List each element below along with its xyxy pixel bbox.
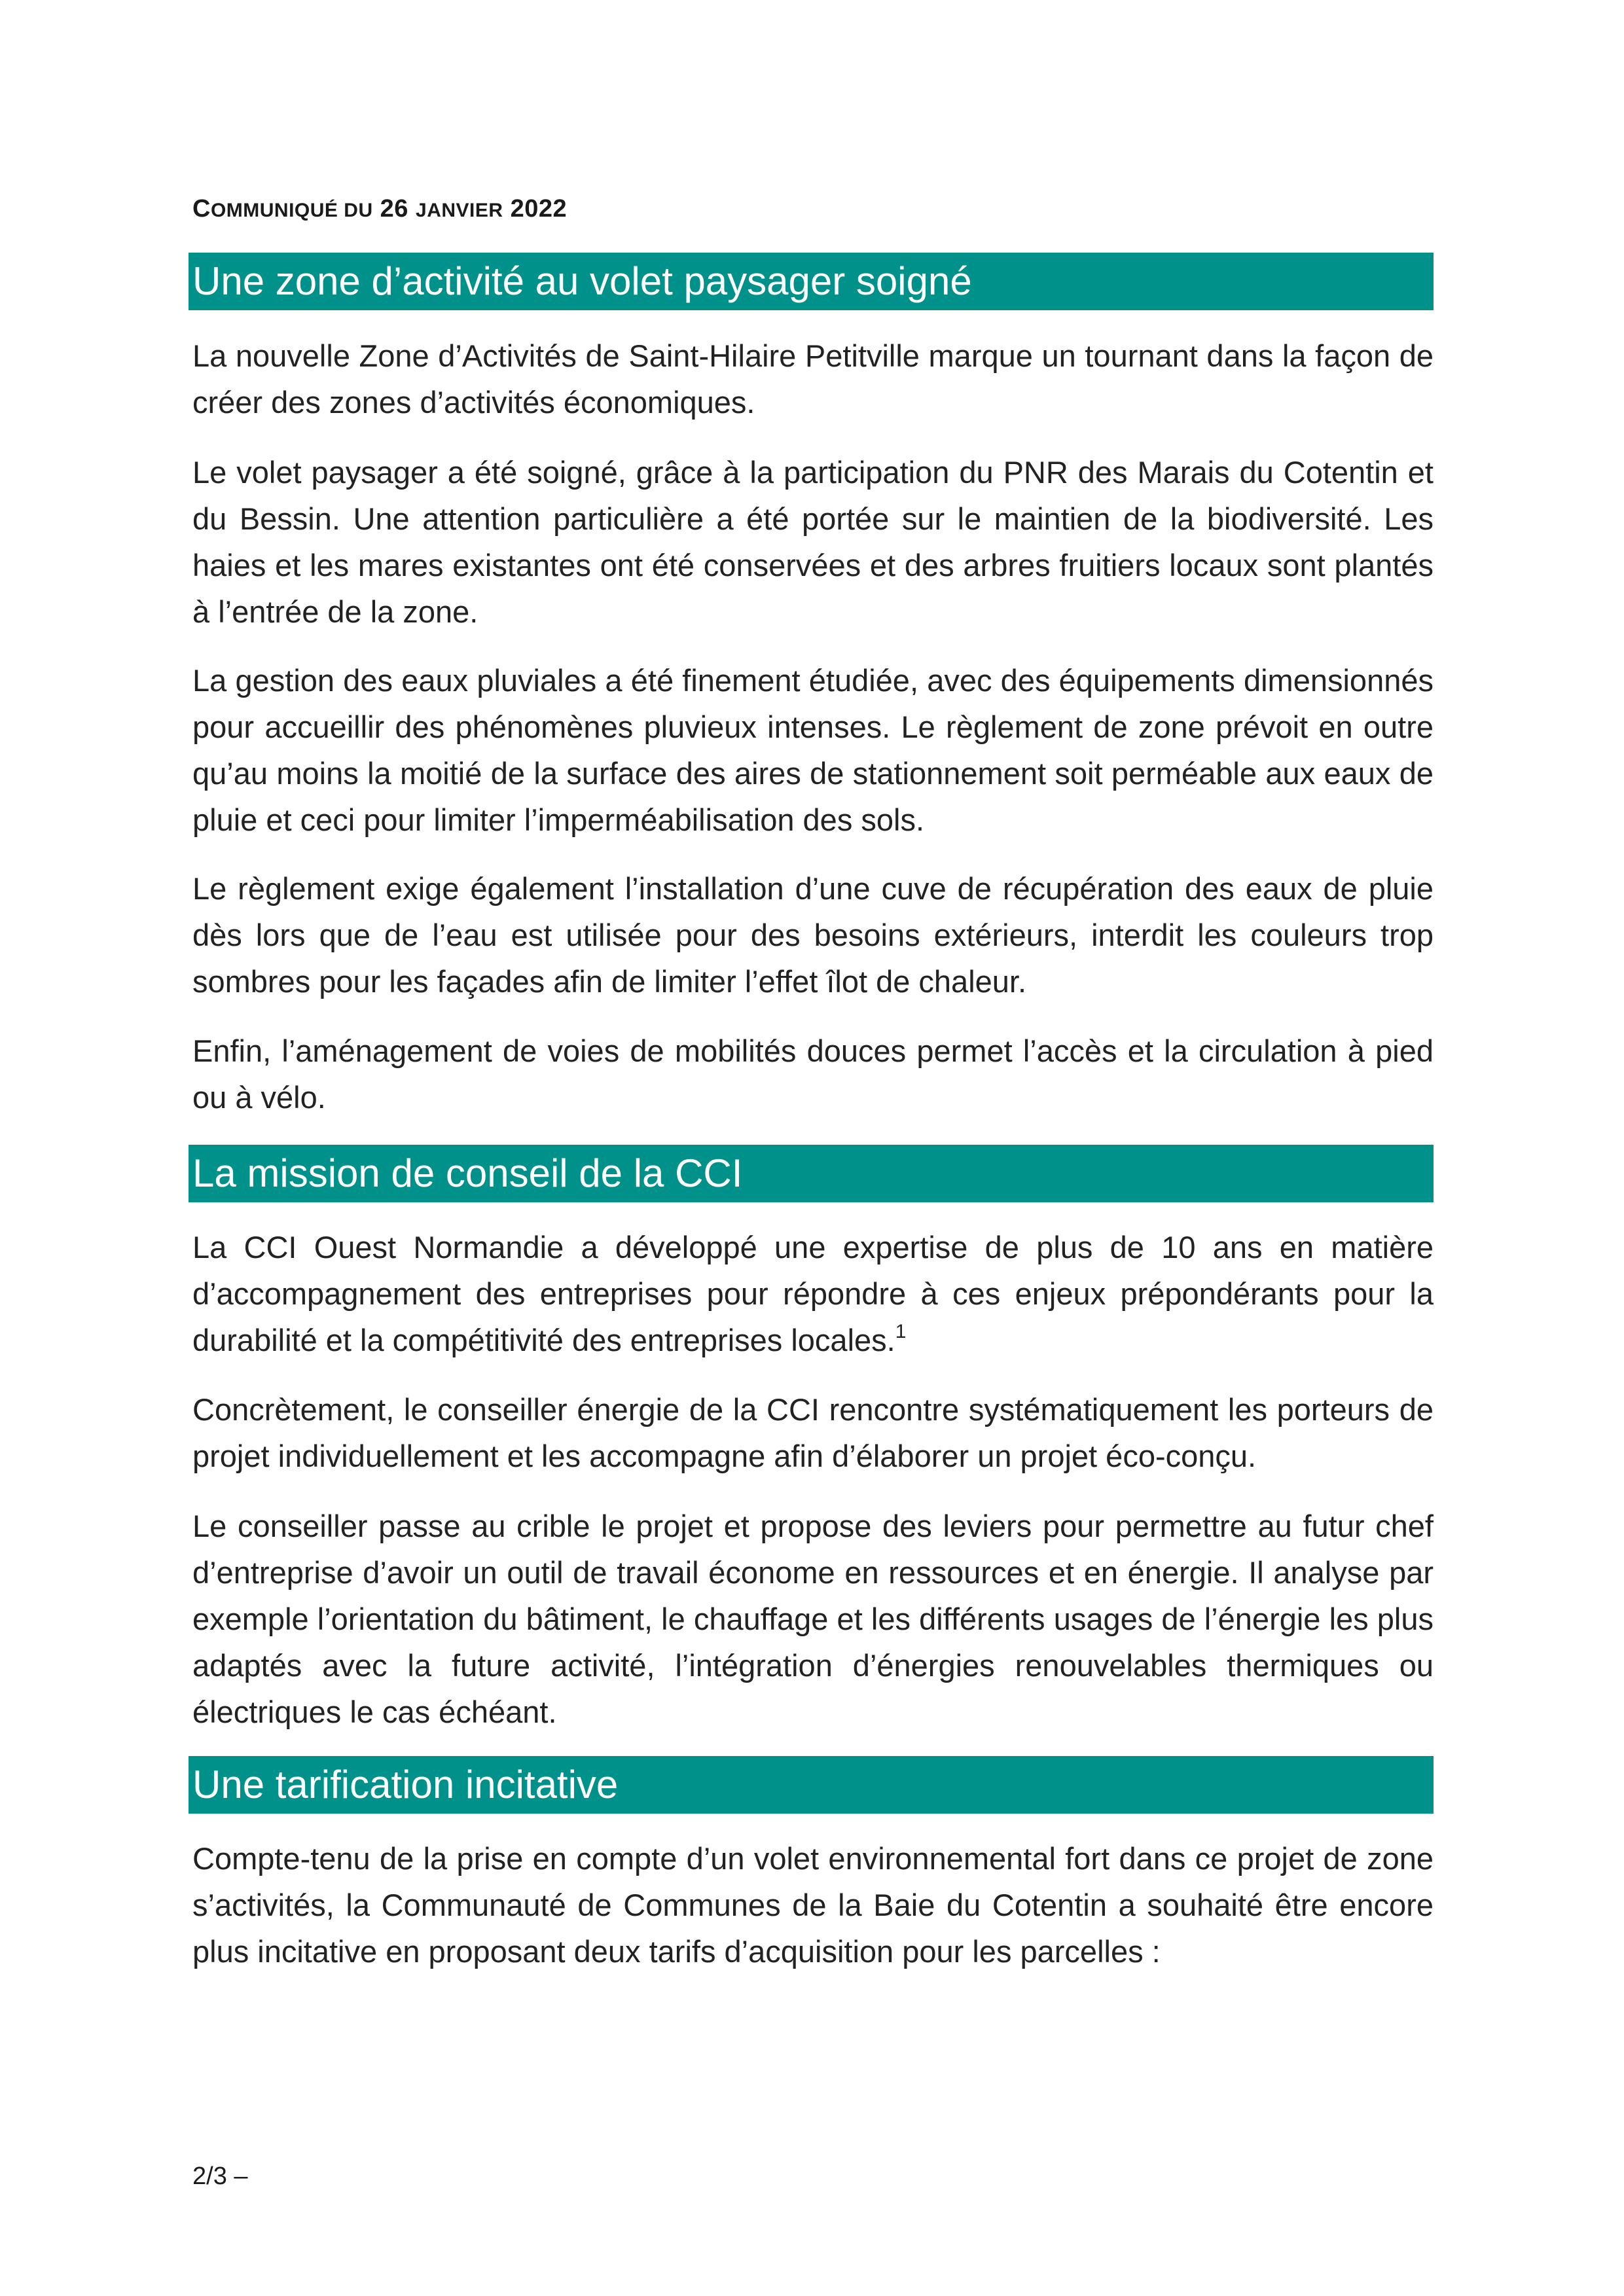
dateline-day: 26 xyxy=(380,195,408,223)
paragraph-1-2: Le volet paysager a été soigné, grâce à la participation du PNR des Marais du Cotentin et du Bessin. Une attention particulière a été portée sur le maintien de la biodiversité. Les haies et les mares existantes ont été conservées et des arbres fruitiers locaux sont plantés à l’entrée de la zone. xyxy=(192,455,1434,629)
paragraph-2-2: Concrètement, le conseiller énergie de la CCI rencontre systématiquement les porteurs de projet individuellement et les accompagne afin d’élaborer un projet éco-conçu. xyxy=(192,1392,1434,1473)
dateline-year: 2022 xyxy=(510,195,568,223)
section-heading-3: Une tarification incitative xyxy=(189,1756,1434,1814)
paragraph-1-5: Enfin, l’aménagement de voies de mobilités douces permet l’accès et la circulation à pied ou à vélo. xyxy=(192,1033,1434,1115)
dateline-month: JANVIER xyxy=(416,200,503,221)
dateline-prefix-smallcaps: OMMUNIQUÉ DU xyxy=(210,200,373,221)
paragraph-1-1: La nouvelle Zone d’Activités de Saint-Hilaire Petitville marque un tournant dans la façon de créer des zones d’activités économiques. xyxy=(192,338,1434,420)
paragraph-2-1-text: La CCI Ouest Normandie a développé une expertise de plus de 10 ans en matière d’accompagnement des entreprises pour répondre à ces enjeux prépondérants pour la durabilité et la compétitivité des entreprises locales. xyxy=(192,1230,1434,1357)
paragraph-3-1: Compte-tenu de la prise en compte d’un volet environnemental fort dans ce projet de zone s’activités, la Communauté de Communes de la Baie du Cotentin a souhaité être encore plus incitative en proposant deux tarifs d’acquisition pour les parcelles : xyxy=(192,1841,1434,1969)
press-release-dateline xyxy=(192,195,567,223)
footnote-marker[interactable]: 1 xyxy=(895,1321,907,1342)
paragraph-2-1 xyxy=(192,1224,1434,1363)
paragraph-1-3: La gestion des eaux pluviales a été finement étudiée, avec des équipements dimensionnés pour accueillir des phénomènes pluvieux intenses. Le règlement de zone prévoit en outre qu’au moins la moitié de la surface des aires de stationnement soit perméable aux eaux de pluie et ceci pour limiter l’imperméabilisation des sols. xyxy=(192,663,1434,837)
dateline-prefix: C xyxy=(192,195,211,223)
paragraph-2-3: Le conseiller passe au crible le projet et propose des leviers pour permettre au futur chef d’entreprise d’avoir un outil de travail économe en ressources et en énergie. Il analyse par exemple l’orientation du bâtiment, le chauffage et les différents usages de l’énergie les plus adaptés avec la future activité, l’intégration d’énergies renouvelables thermiques ou électriques le cas échéant. xyxy=(192,1509,1434,1729)
section-heading-1: Une zone d’activité au volet paysager soigné xyxy=(189,253,1434,310)
document-page xyxy=(192,0,1434,2296)
section-heading-2: La mission de conseil de la CCI xyxy=(189,1145,1434,1202)
paragraph-1-4: Le règlement exige également l’installation d’une cuve de récupération des eaux de pluie dès lors que de l’eau est utilisée pour des besoins extérieurs, interdit les couleurs trop sombres pour les façades afin de limiter l’effet îlot de chaleur. xyxy=(192,871,1434,999)
page-number: 2/3 – xyxy=(192,2162,248,2190)
